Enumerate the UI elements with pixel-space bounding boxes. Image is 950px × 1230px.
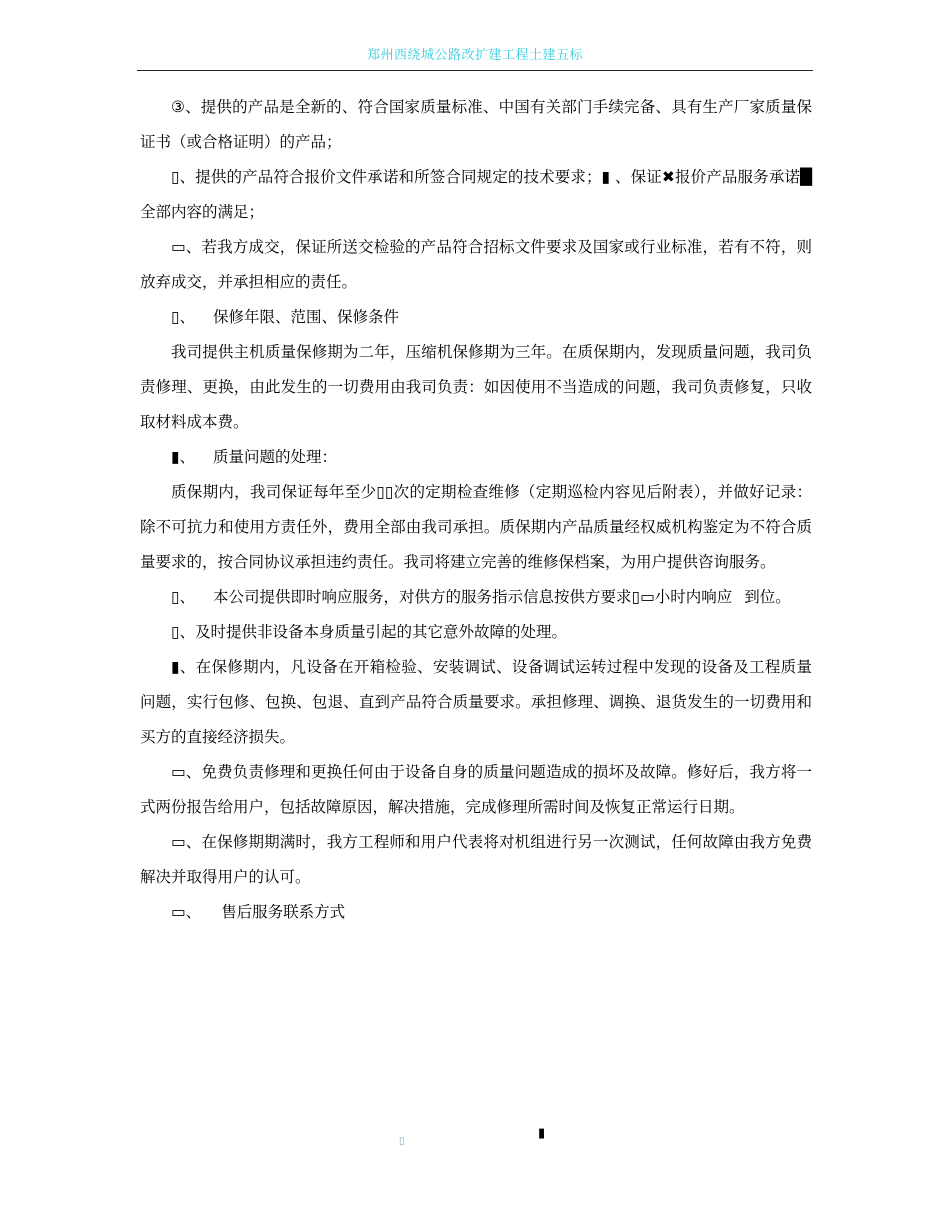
paragraph-expiry-test: ▭、在保修期期满时，我方工程师和用户代表将对机组进行另一次测试，任何故障由我方免费解决并取得用户的认可。 [140, 833, 812, 886]
page-header-title: 郑州西绕城公路改扩建工程土建五标 [366, 48, 583, 63]
section-title: 售后服务联系方式 [221, 903, 346, 921]
paragraph-text: 本公司提供即时响应服务，对供方的服务指示信息按供方要求▯▭小时内响应 [213, 588, 733, 606]
footer-mark: ▮ [538, 1126, 546, 1141]
paragraph-other-faults: ▯、及时提供非设备本身质量引起的其它意外故障的处理。 [171, 623, 568, 641]
section-number: ▭、 [171, 903, 202, 921]
section-number: ▮、 [171, 448, 196, 466]
paragraph-inspection: ▭、若我方成交，保证所送交检验的产品符合招标文件要求及国家或行业标准，若有不符，则放弃成交，并承担相应的责任。 [140, 238, 812, 291]
paragraph-free-repair: ▭、免费负责修理和更换任何由于设备自身的质量问题造成的损坏及故障。修好后，我方将一式两份报告给用户，包括故障原因，解决措施，完成修理所需时间及恢复正常运行日期。 [140, 763, 812, 816]
header-divider [137, 70, 813, 71]
paragraph-warranty-period: 我司提供主机质量保修期为二年，压缩机保修期为三年。在质保期内，发现质量问题，我司负责修理、更换，由此发生的一切费用由我司负责：如因使用不当造成的问题，我司负责修复，只收取材料成本费。 [140, 343, 812, 431]
section-heading-contact [140, 895, 812, 930]
paragraph-repair-replace: ▮、在保修期内，凡设备在开箱检验、安装调试、设备调试运转过程中发现的设备及工程质量问题，实行包修、包换、包退、直到产品符合质量要求。承担修理、调换、退货发生的一切费用和买方的直接经济损失。 [140, 658, 812, 746]
document-body [140, 90, 812, 930]
section-heading-quality-issues [140, 440, 812, 475]
paragraph-text-end: 到位。 [744, 588, 791, 606]
paragraph-inspection-schedule: 质保期内，我司保证每年至少▯▯次的定期检查维修（定期巡检内容见后附表），并做好记录：除不可抗力和使用方责任外，费用全部由我司承担。质保期内产品质量经权威机构鉴定为不符合质量要求的，按合同协议承担违约责任。我司将建立完善的维修保档案，为用户提供咨询服务。 [140, 483, 812, 571]
section-title: 保修年限、范围、保修条件 [213, 308, 400, 326]
section-title: 质量问题的处理： [213, 448, 338, 466]
section-number: ▯、 [171, 588, 196, 606]
section-number: ▯、 [171, 308, 196, 326]
section-heading-warranty-terms [140, 300, 812, 335]
paragraph-instant-response [140, 580, 812, 615]
paragraph-product-new: ③、提供的产品是全新的、符合国家质量标准、中国有关部门手续完备、具有生产厂家质量保证书（或合格证明）的产品； [140, 98, 812, 151]
paragraph-tech-requirements: ▯、提供的产品符合报价文件承诺和所签合同规定的技术要求；▮ 、保证✖报价产品服务承诺█全部内容的满足； [140, 168, 812, 221]
footer-page-number: ▯ [399, 1136, 405, 1147]
